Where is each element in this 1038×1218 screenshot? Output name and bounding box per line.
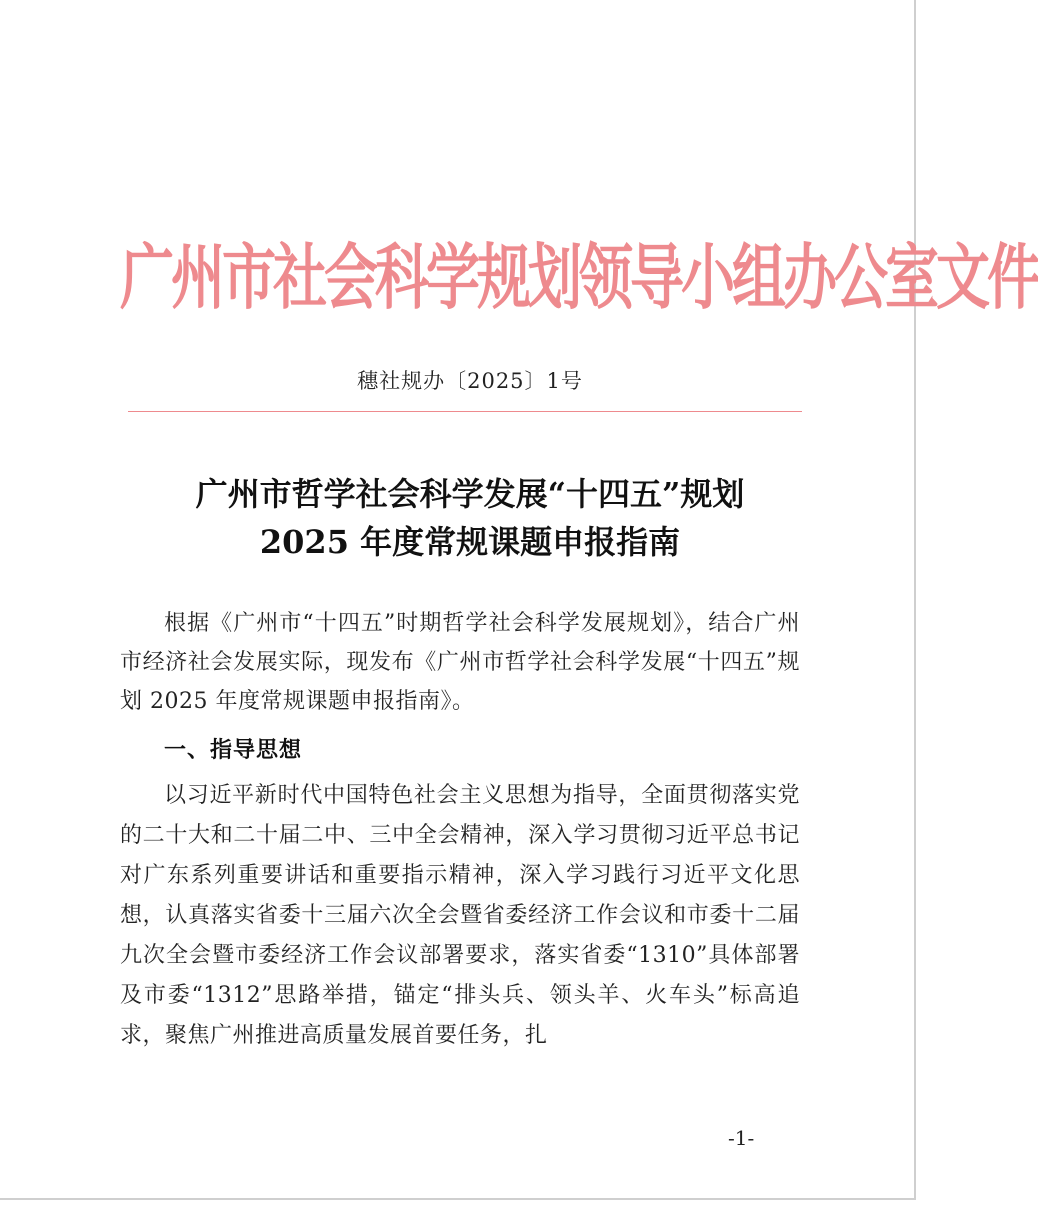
document-number: 穗社规办〔2025〕1号 xyxy=(357,369,583,393)
title-line-1: 广州市哲学社会科学发展“十四五”规划 xyxy=(195,475,745,513)
issuer-header: 广州市社会科学规划领导小组办公室文件 xyxy=(120,234,1038,320)
section-heading-guiding-ideology: 一、指导思想 xyxy=(164,738,303,763)
section-paragraph: 以习近平新时代中国特色社会主义思想为指导，全面贯彻落实党的二十大和二十届二中、三中全会精神，深入学习贯彻习近平总书记对广东系列重要讲话和重要指示精神，深入学习践行习近平文化思想，认真落实省委十三届六次全会暨省委经济工作会议和市委十二届九次全会暨市委经济工作会议部署要求，落实省委“1310”具体部署及市委“1312”思路举措，锚定“排头兵、领头羊、火车头”标高追求，聚焦广州推进高质量发展首要任务，扎 xyxy=(120,783,800,1048)
red-divider xyxy=(128,411,802,412)
page-number: -1- xyxy=(728,1126,755,1150)
title-line-2: 2025 年度常规课题申报指南 xyxy=(259,523,681,561)
document-title xyxy=(0,470,940,566)
intro-paragraph: 根据《广州市“十四五”时期哲学社会科学发展规划》，结合广州市经济社会发展实际，现发布《广州市哲学社会科学发展“十四五”规划 2025 年度常规课题申报指南》。 xyxy=(120,611,800,714)
